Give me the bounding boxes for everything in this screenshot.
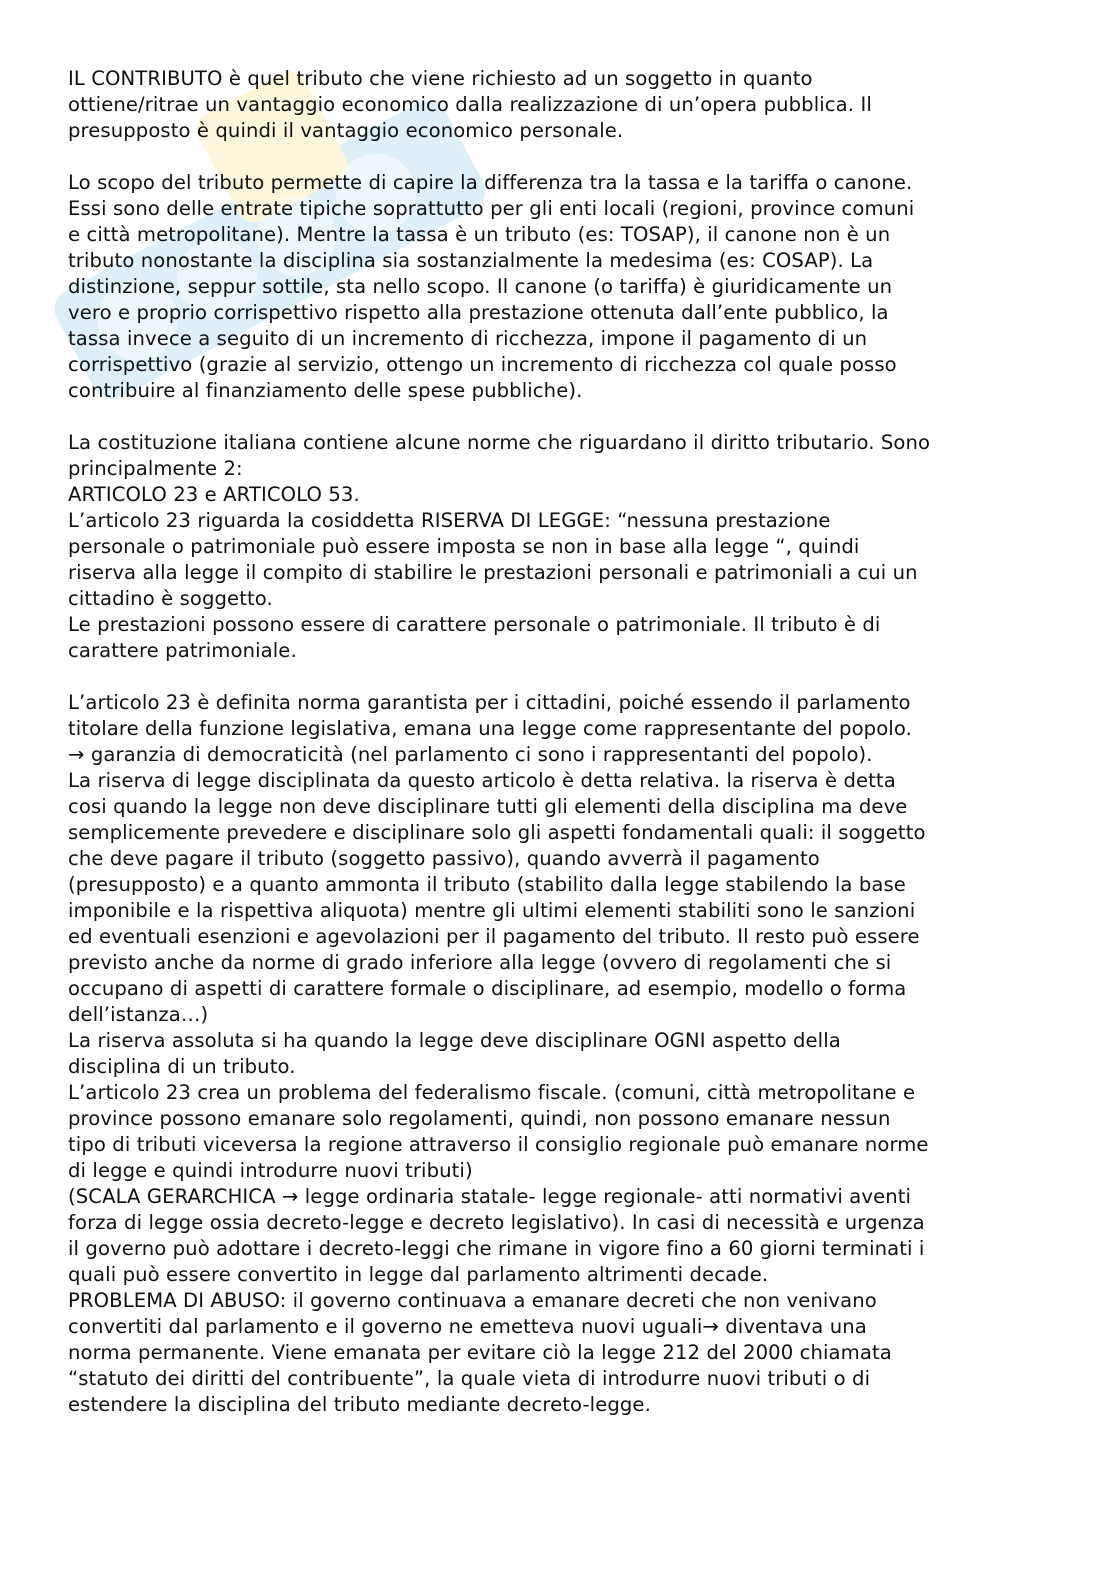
paragraph-gap [68, 144, 1058, 170]
paragraph-articolo-23: L’articolo 23 è definita norma garantista per i cittadini, poiché essendo il parlamento titolare della funzione legislativa, emana una legge come rappresentante del popolo. → garanzia di democraticità (nel parlamento ci sono i rappresentanti del popolo). La riserva di legge disciplinata da questo articolo è detta relativa. la riserva è detta cosi quando la legge non deve disciplinare tutti gli elementi della disciplina ma deve semplicemente prevedere e disciplinare solo gli aspetti fondamentali quali: il soggetto che deve pagare il tributo (soggetto passivo), quando avverrà il pagamento (presupposto) e a quanto ammonta il tributo (stabilito dalla legge stabilendo la base imponibile e la rispettiva aliquota) mentre gli ultimi elementi stabiliti sono le sanzioni ed eventuali esenzioni e agevolazioni per il pagamento del tributo. Il resto può essere previsto anche da norme di grado inferiore alla legge (ovvero di regolamenti che si occupano di aspetti di carattere formale o disciplinare, ad esempio, modello o forma dell’istanza…) La riserva assoluta si ha quando la legge deve disciplinare OGNI aspetto della disciplina di un tributo. L’articolo 23 crea un problema del federalismo fiscale. (comuni, città metropolitane e province possono emanare solo regolamenti, quindi, non possono emanare nessun tipo di tributi viceversa la regione attraverso il consiglio regionale può emanare norme di legge e quindi introdurre nuovi tributi) (SCALA GERARCHICA → legge ordinaria statale- legge regionale- atti normativi aventi forza di legge ossia decreto-legge e decreto legislativo). In casi di necessità e urgenza il governo può adottare i decreto-leggi che rimane in vigore fino a 60 giorni terminati i quali può essere convertito in legge dal parlamento altrimenti decade. PROBLEMA DI ABUSO: il governo continuava a emanare decreti che non venivano convertiti dal parlamento e il governo ne emetteva nuovi uguali→ diventava una norma permanente. Viene emanata per evitare ciò la legge 212 del 2000 chiamata “statuto dei diritti del contribuente”, la quale vieta di introdurre nuovi tributi o di estendere la disciplina del tributo mediante decreto-legge. [68, 691, 929, 1416]
paragraph-scopo-tributo: Lo scopo del tributo permette di capire la differenza tra la tassa e la tariffa o canone. Essi sono delle entrate tipiche soprattutto per gli enti locali (regioni, province comuni e città metropolitane). Mentre la tassa è un tributo (es: TOSAP), il canone non è un tributo nonostante la disciplina sia sostanzialmente la medesima (es: COSAP). La distinzione, seppur sottile, sta nello scopo. Il canone (o tariffa) è giuridicamente un vero e proprio corrispettivo rispetto alla prestazione ottenuta dall’ente pubblico, la tassa invece a seguito di un incremento di ricchezza, impone il pagamento di un corrispettivo (grazie al servizio, ottengo un incremento di ricchezza col quale posso contribuire al finanziamento delle spese pubbliche). [68, 171, 915, 402]
document-body [68, 66, 1058, 1418]
paragraph-contributo: IL CONTRIBUTO è quel tributo che viene richiesto ad un soggetto in quanto ottiene/ritrae un vantaggio economico dalla realizzazione di un’opera pubblica. Il presupposto è quindi il vantaggio economico personale. [68, 67, 872, 142]
paragraph-gap [68, 404, 1058, 430]
paragraph-costituzione: La costituzione italiana contiene alcune norme che riguardano il diritto tributario. Sono principalmente 2: ARTICOLO 23 e ARTICOLO 53. L’articolo 23 riguarda la cosiddetta RISERVA DI LEGGE: “nessuna prestazione personale o patrimoniale può essere imposta se non in base alla legge “, quindi riserva alla legge il compito di stabilire le prestazioni personali e patrimoniali a cui un cittadino è soggetto. Le prestazioni possono essere di carattere personale o patrimoniale. Il tributo è di carattere patrimoniale. [68, 431, 931, 662]
paragraph-gap [68, 664, 1058, 690]
